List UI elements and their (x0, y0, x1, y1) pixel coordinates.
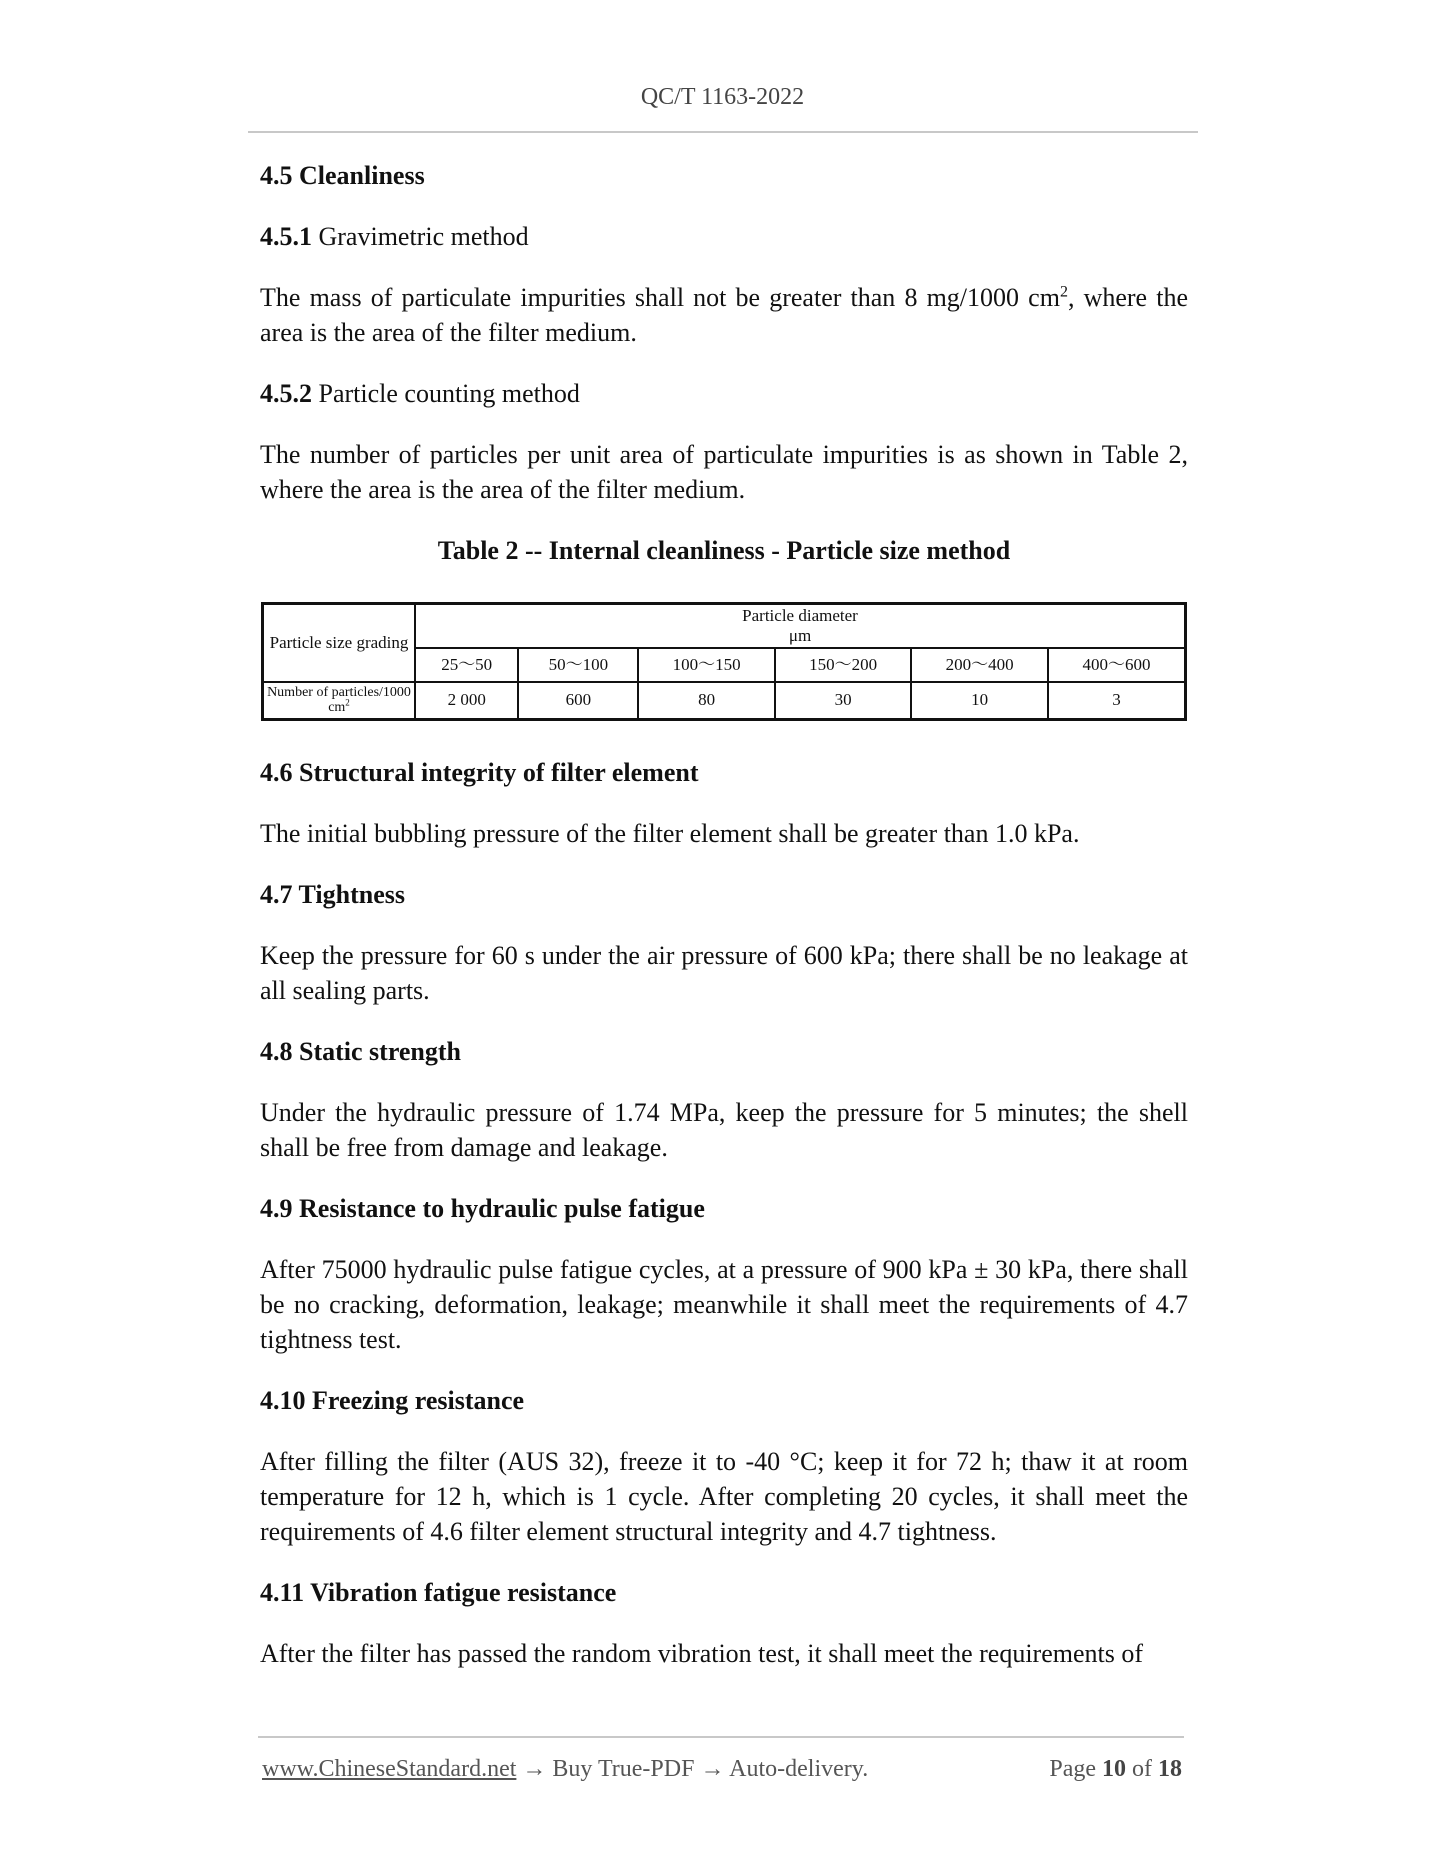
footer-buy-text: Buy True-PDF (552, 1756, 695, 1782)
paragraph-4-10: After filling the filter (AUS 32), freeze it to -40 °C; keep it for 72 h; thaw it at room temperature for 12 h, which is 1 cycle. After completing 20 cycles, it shall meet the requirements of 4.6 filter element structural integrity and 4.7 tightness. (260, 1447, 1188, 1546)
page-body (260, 158, 1188, 1671)
footer-delivery-text: Auto-delivery. (729, 1756, 869, 1782)
paragraph-4-8: Under the hydraulic pressure of 1.74 MPa, keep the pressure for 5 minutes; the shell shall be free from damage and leakage. (260, 1098, 1188, 1162)
page-number: 10 (1102, 1756, 1126, 1782)
page-footer (262, 1756, 1182, 1783)
page-total: 18 (1158, 1756, 1182, 1782)
row-header-count (263, 682, 416, 720)
cleanliness-table (261, 602, 1187, 721)
paragraph-4-11: After the filter has passed the random vibration test, it shall meet the requirements of (260, 1639, 1144, 1668)
range-cell: 25～50 (415, 648, 518, 682)
group-header-diameter (415, 604, 1186, 648)
page-indicator (1049, 1756, 1182, 1783)
paragraph-text: , where the area is the area of the filter medium. (260, 283, 1188, 347)
paragraph-4-6: The initial bubbling pressure of the filter element shall be greater than 1.0 kPa. (260, 819, 1080, 848)
arrow-icon: → (516, 1756, 553, 1782)
paragraph-4-5-1 (260, 280, 1188, 350)
table-caption: Table 2 -- Internal cleanliness - Particle size method (437, 536, 1011, 565)
page-label: Page (1049, 1756, 1102, 1782)
range-cell: 400～600 (1048, 648, 1186, 682)
header-divider (248, 131, 1198, 133)
paragraph-4-7: Keep the pressure for 60 s under the air pressure of 600 kPa; there shall be no leakage at all sealing parts. (260, 941, 1188, 1005)
arrow-icon: → (694, 1756, 730, 1782)
footer-divider (258, 1736, 1184, 1738)
section-heading-4-8: 4.8 Static strength (260, 1037, 462, 1066)
range-cell: 200～400 (911, 648, 1048, 682)
subsection-number: 4.5.1 (260, 222, 312, 251)
count-cell: 30 (775, 682, 912, 720)
page-of-label: of (1126, 1756, 1158, 1782)
section-heading-4-7: 4.7 Tightness (260, 880, 405, 909)
subsection-heading-4-5-2 (260, 376, 1188, 411)
superscript: 2 (1059, 283, 1068, 301)
site-link[interactable]: www.ChineseStandard.net (262, 1756, 517, 1782)
section-heading-4-11: 4.11 Vibration fatigue resistance (260, 1578, 617, 1607)
running-header: QC/T 1163-2022 (640, 84, 805, 110)
count-cell: 2 000 (415, 682, 518, 720)
paragraph-text: The mass of particulate impurities shall not be greater than 8 mg/1000 cm (260, 283, 1060, 312)
range-cell: 100～150 (638, 648, 775, 682)
range-cell: 50～100 (518, 648, 638, 682)
section-heading-4-9: 4.9 Resistance to hydraulic pulse fatigue (260, 1194, 705, 1223)
paragraph-4-5-2: The number of particles per unit area of particulate impurities is as shown in Table 2, where the area is the area of the filter medium. (260, 440, 1188, 504)
row-header-grading: Particle size grading (263, 604, 416, 682)
footer-promo (262, 1756, 868, 1782)
range-cell: 150～200 (775, 648, 912, 682)
count-cell: 10 (911, 682, 1048, 720)
group-header-unit: μm (788, 625, 812, 645)
superscript: 2 (345, 697, 350, 708)
subsection-heading-4-5-1 (260, 219, 1188, 254)
group-header-line: Particle diameter (742, 605, 858, 625)
section-heading-4-5: 4.5 Cleanliness (260, 161, 425, 190)
count-cell: 600 (518, 682, 638, 720)
subsection-number: 4.5.2 (260, 379, 312, 408)
subsection-title: Particle counting method (312, 379, 580, 408)
paragraph-4-9: After 75000 hydraulic pulse fatigue cycles, at a pressure of 900 kPa ± 30 kPa, there shall be no cracking, deformation, leakage; meanwhile it shall meet the requirements of 4.7 tightness test. (260, 1255, 1188, 1354)
row-header-text: Number of particles/1000 cm (267, 685, 411, 716)
section-heading-4-10: 4.10 Freezing resistance (260, 1386, 525, 1415)
subsection-title: Gravimetric method (312, 222, 529, 251)
count-cell: 80 (638, 682, 775, 720)
section-heading-4-6: 4.6 Structural integrity of filter element (260, 758, 699, 787)
count-cell: 3 (1048, 682, 1186, 720)
